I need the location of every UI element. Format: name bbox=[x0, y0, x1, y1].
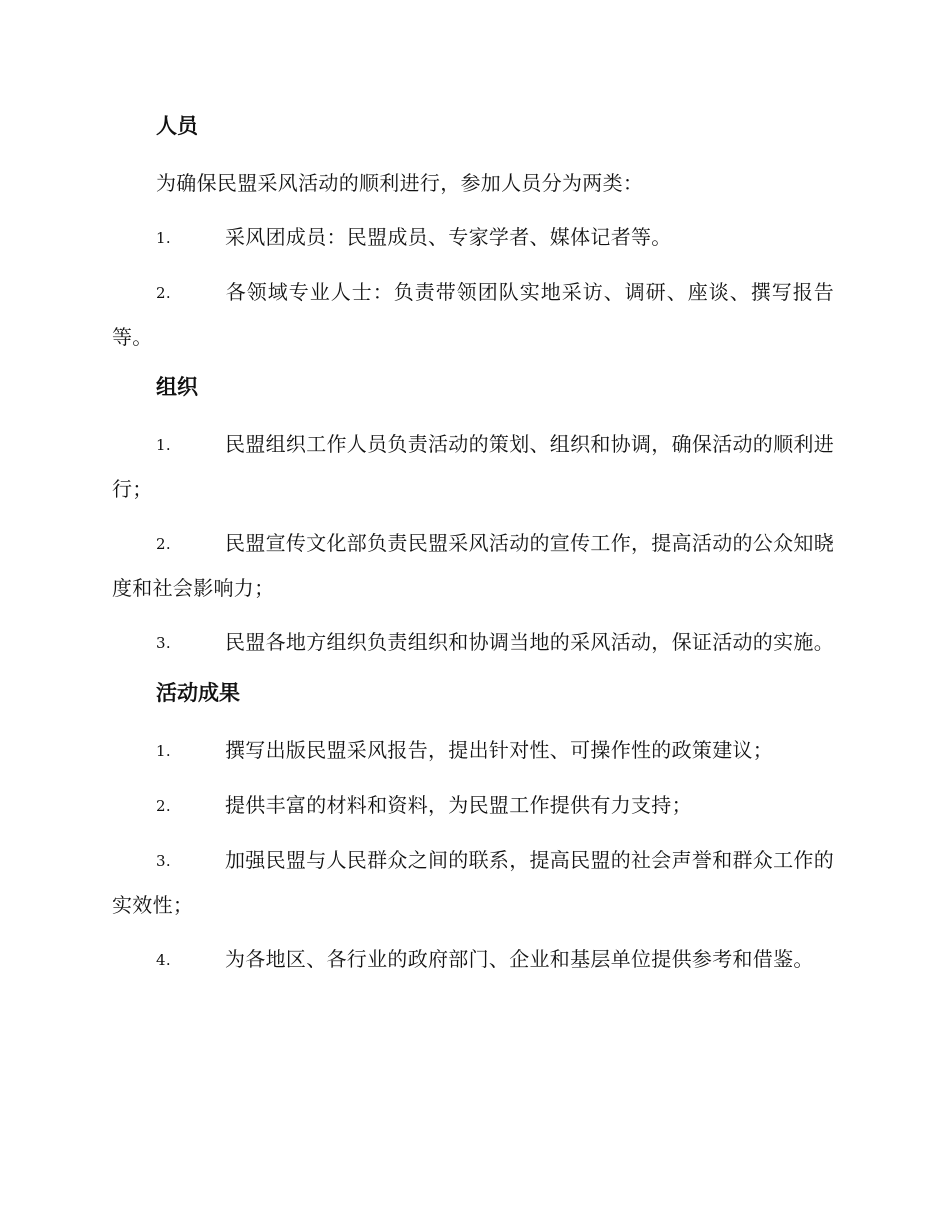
list-item bbox=[112, 728, 834, 773]
list-text: 为各地区、各行业的政府部门、企业和基层单位提供参考和借鉴。 bbox=[225, 947, 814, 971]
list-number: 1. bbox=[156, 436, 171, 454]
list-text: 民盟各地方组织负责组织和协调当地的采风活动，保证活动的实施。 bbox=[225, 630, 834, 654]
list-number: 4. bbox=[156, 951, 171, 969]
section-intro: 为确保民盟采风活动的顺利进行，参加人员分为两类： bbox=[156, 171, 644, 195]
list-number: 2. bbox=[156, 535, 171, 553]
list-item bbox=[112, 215, 834, 260]
section-personnel bbox=[112, 108, 834, 359]
list-text: 撰写出版民盟采风报告，提出针对性、可操作性的政策建议； bbox=[225, 738, 774, 762]
section-heading: 人员 bbox=[156, 114, 198, 138]
list-text: 各领域专业人士：负责带领团队实地采访、调研、座谈、撰写报告等。 bbox=[112, 280, 834, 349]
list-text: 民盟组织工作人员负责活动的策划、组织和协调，确保活动的顺利进行； bbox=[112, 432, 834, 501]
list-number: 2. bbox=[156, 797, 171, 815]
list-item bbox=[112, 270, 834, 359]
list-text: 采风团成员：民盟成员、专家学者、媒体记者等。 bbox=[225, 225, 672, 249]
list-number: 2. bbox=[156, 284, 171, 302]
list-number: 1. bbox=[156, 229, 171, 247]
list-number: 3. bbox=[156, 852, 171, 870]
list-item bbox=[112, 422, 834, 511]
list-item bbox=[112, 937, 834, 982]
list-item bbox=[112, 521, 834, 610]
section-heading: 组织 bbox=[156, 375, 198, 399]
list-number: 3. bbox=[156, 634, 171, 652]
list-item bbox=[112, 838, 834, 927]
section-organization bbox=[112, 369, 834, 665]
list-item bbox=[112, 620, 834, 665]
list-number: 1. bbox=[156, 742, 171, 760]
section-heading: 活动成果 bbox=[156, 681, 240, 705]
section-outcomes bbox=[112, 675, 834, 982]
list-item bbox=[112, 783, 834, 828]
list-text: 加强民盟与人民群众之间的联系，提高民盟的社会声誉和群众工作的实效性； bbox=[112, 848, 834, 917]
list-text: 民盟宣传文化部负责民盟采风活动的宣传工作，提高活动的公众知晓度和社会影响力； bbox=[112, 531, 834, 600]
document-body bbox=[112, 108, 834, 992]
list-text: 提供丰富的材料和资料，为民盟工作提供有力支持； bbox=[225, 793, 692, 817]
